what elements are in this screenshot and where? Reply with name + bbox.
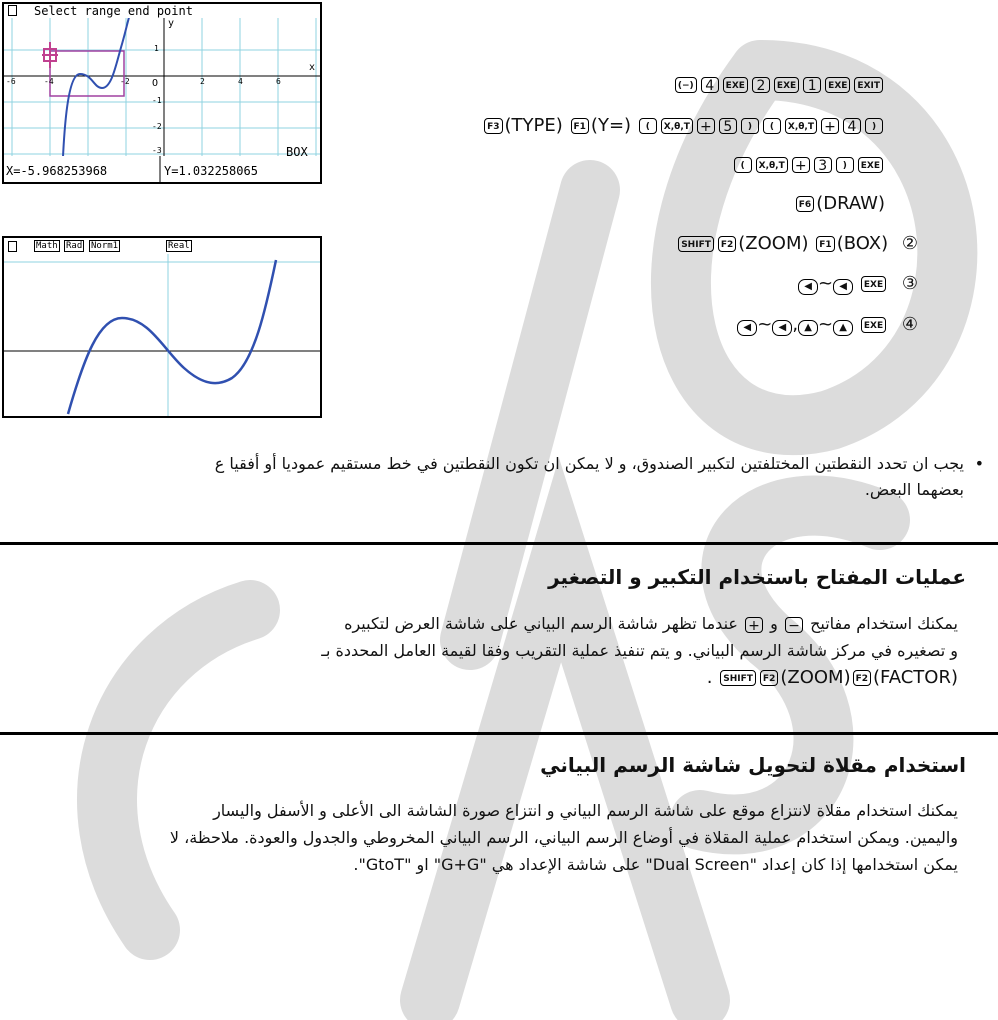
tick-y-label: -1 <box>152 96 162 105</box>
key-exit: EXIT <box>854 77 883 93</box>
key-f3: F3 <box>484 118 502 134</box>
axis-x-label: x <box>309 62 316 73</box>
step-row-6 <box>798 272 918 296</box>
key-plus: + <box>745 617 763 633</box>
key-close-paren: ) <box>741 118 759 134</box>
key-exe: EXE <box>774 77 799 93</box>
key-exe: EXE <box>861 276 886 292</box>
zoom-line-3: . SHIFT F2 (ZOOM) F2 (FACTOR) <box>706 667 958 688</box>
tilde: ~ <box>818 273 834 294</box>
tick-x-label: -6 <box>6 77 16 86</box>
zoom-line-1: يمكنك استخدام مفاتيح − و + عندما تظهر شاشة الرسم البياني على شاشة العرض لتكبيره <box>344 614 958 634</box>
key-f2: F2 <box>760 670 778 686</box>
note-block <box>24 451 984 503</box>
section-zoom-body <box>58 610 958 691</box>
section-heading-zoom: عمليات المفتاح باستخدام التكبير و التصغير <box>548 565 966 589</box>
key-2: 2 <box>752 77 770 93</box>
tick-y-label: -2 <box>152 122 162 131</box>
key-xthetat: X,θ,T <box>756 157 788 173</box>
key-exe: EXE <box>858 157 883 173</box>
key-f6: F6 <box>796 196 814 212</box>
type-label: (TYPE) <box>504 115 563 136</box>
key-minus: − <box>785 617 803 633</box>
key-plus: + <box>821 118 839 134</box>
key-shift: SHIFT <box>720 670 756 686</box>
doc-icon <box>8 241 17 252</box>
step-row-1 <box>673 73 885 97</box>
key-3: 3 <box>814 157 832 173</box>
bullet: • <box>974 454 984 473</box>
tick-x-label: -2 <box>120 77 130 86</box>
left-arrow-icon: ◀ <box>772 320 792 336</box>
doc-icon <box>8 5 17 16</box>
note-line-1: يجب ان تحدد النقطتين المختلفتين لتكبير الصندوق، و لا يمكن ان تكون النقطتين في خط مستقيم عموديا أو أفقيا ع <box>214 454 964 473</box>
key-open-paren: ( <box>734 157 752 173</box>
key-1: 1 <box>803 77 821 93</box>
axis-y-label: y <box>168 18 175 29</box>
key-f2: F2 <box>853 670 871 686</box>
left-arrow-icon: ◀ <box>798 279 818 295</box>
mode-norm: Norm1 <box>91 241 119 251</box>
tick-x-label: 4 <box>238 77 243 86</box>
graph-zoomed <box>4 238 320 416</box>
mode-rad: Rad <box>66 241 83 251</box>
up-arrow-icon: ▲ <box>798 320 818 336</box>
note-line-2: بعضهما البعض. <box>864 480 964 499</box>
pan-line-3: يمكن استخدامها إذا كان إعداد "Dual Screen" على شاشة الإعداد هي "G+G" او "GtoT". <box>353 855 958 874</box>
key-4: 4 <box>701 77 719 93</box>
key-5: 5 <box>719 118 737 134</box>
key-xthetat: X,θ,T <box>785 118 817 134</box>
step-number-3: ③ <box>901 273 918 294</box>
key-exe: EXE <box>723 77 748 93</box>
key-exe: EXE <box>825 77 850 93</box>
divider <box>0 732 998 735</box>
left-arrow-icon: ◀ <box>833 279 853 295</box>
key-4: 4 <box>843 118 861 134</box>
tick-x-label: 6 <box>276 77 281 86</box>
tilde: ~ <box>757 314 773 335</box>
key-plus: + <box>792 157 810 173</box>
key-close-paren: ) <box>836 157 854 173</box>
key-f2: F2 <box>718 236 736 252</box>
zoom-label: (ZOOM) <box>738 233 809 254</box>
key-open-paren: ( <box>763 118 781 134</box>
mode-math: Math <box>36 241 58 251</box>
key-negative: (−) <box>675 77 697 93</box>
tick-x-label: 2 <box>200 77 205 86</box>
origin-label: O <box>152 78 159 89</box>
y-readout: Y=1.032258065 <box>164 164 258 178</box>
key-open-paren: ( <box>639 118 657 134</box>
tilde: ~ <box>818 314 834 335</box>
key-shift: SHIFT <box>678 236 714 252</box>
calculator-screen-zoomed <box>2 236 322 418</box>
key-xthetat: X,θ,T <box>661 118 693 134</box>
key-f1: F1 <box>571 118 589 134</box>
key-exe: EXE <box>861 317 886 333</box>
step-row-2 <box>482 114 885 138</box>
step-row-7 <box>737 313 918 337</box>
pan-line-1: يمكنك استخدام مقلاة لانتزاع موقع على شاشة الرسم البياني و انتزاع صورة الشاشة الى الأعلى و الأسفل واليسار <box>213 801 958 820</box>
x-readout: X=-5.968253968 <box>6 164 108 178</box>
graph-box-zoom <box>4 4 320 182</box>
tick-x-label: -4 <box>44 77 54 86</box>
step-number-4: ④ <box>901 314 918 335</box>
zoom-line-2: و تصغيره في مركز شاشة الرسم البياني. و يتم تنفيذ عملية التقريب وفقا لقيمة العامل المحددة بـ <box>321 641 958 660</box>
up-arrow-icon: ▲ <box>833 320 853 336</box>
mode-real: Real <box>168 241 190 251</box>
step-number-2: ② <box>901 233 918 254</box>
calculator-screen-box <box>2 2 322 184</box>
divider <box>0 542 998 545</box>
section-heading-pan: استخدام مقلاة لتحويل شاشة الرسم البياني <box>540 753 966 777</box>
step-row-3 <box>732 153 885 177</box>
step-row-4 <box>794 192 885 216</box>
key-f1: F1 <box>816 236 834 252</box>
key-close-paren: ) <box>865 118 883 134</box>
step-row-5 <box>676 232 918 256</box>
draw-label: (DRAW) <box>816 193 885 214</box>
yeq-label: (Y=) <box>590 115 632 136</box>
comma: , <box>792 314 799 335</box>
key-plus: + <box>697 118 715 134</box>
box-label: BOX <box>286 145 308 159</box>
status-title: Select range end point <box>34 4 193 18</box>
left-arrow-icon: ◀ <box>737 320 757 336</box>
tick-y-label: -3 <box>152 146 162 155</box>
tick-y-label: 1 <box>154 44 159 53</box>
pan-line-2: واليمين. ويمكن استخدام عملية المقلاة في أوضاع الرسم البياني، الرسم البياني المخروطي والجدول والعودة. ملاحظة، لا <box>169 828 958 847</box>
box-label-step: (BOX) <box>836 233 889 254</box>
section-pan-body <box>18 797 958 878</box>
